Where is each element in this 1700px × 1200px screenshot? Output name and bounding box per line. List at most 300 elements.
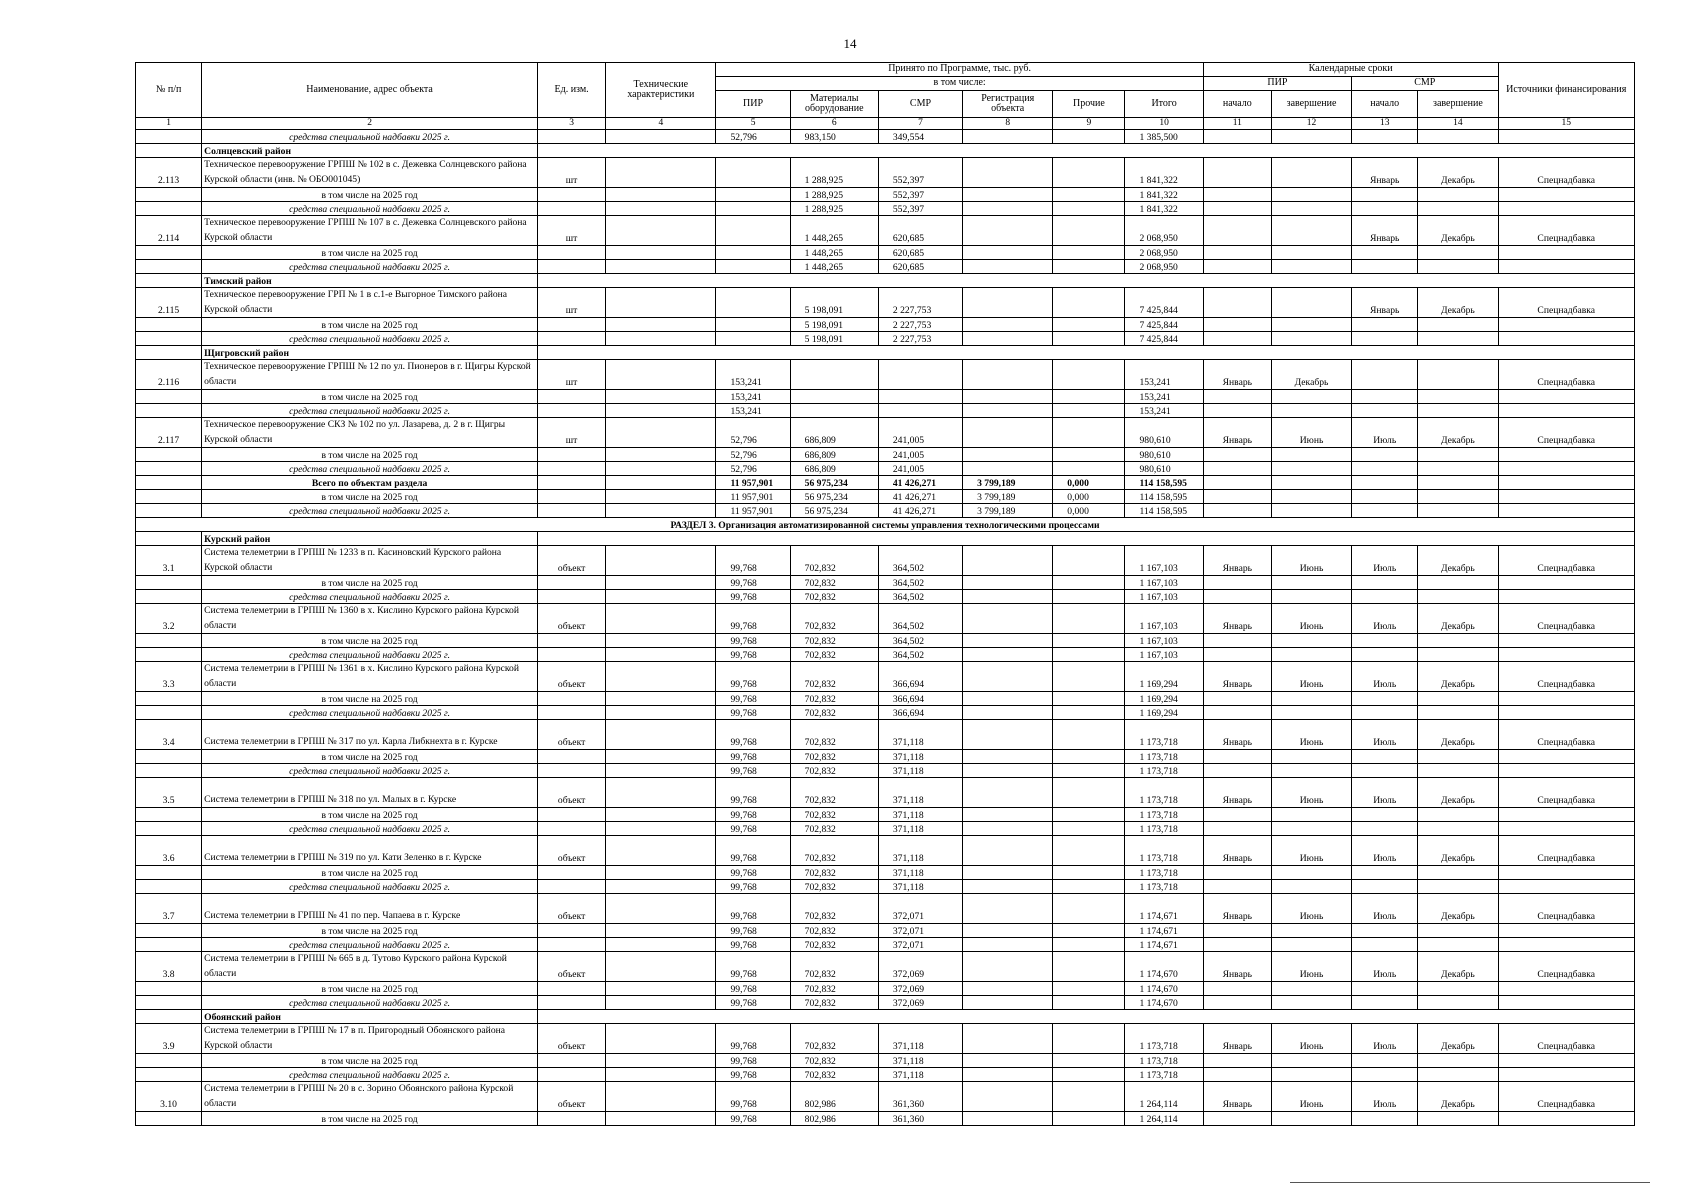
sub-other — [1053, 448, 1125, 462]
sub-pir: 99,768 — [716, 1112, 790, 1126]
object-pir-s: Январь — [1203, 360, 1271, 390]
sub-mat: 702,832 — [790, 590, 878, 604]
object-tech — [606, 778, 716, 808]
sub-other — [1053, 332, 1125, 346]
object-pir-e: Июнь — [1271, 604, 1351, 634]
sub-total: 153,241 — [1125, 390, 1203, 404]
district-row — [136, 144, 1635, 158]
object-other — [1053, 894, 1125, 924]
col-number: 11 — [1203, 118, 1271, 130]
object-smr-e: Декабрь — [1418, 158, 1498, 188]
header-other: Прочие — [1053, 91, 1125, 118]
total-reg: 3 799,189 — [963, 504, 1053, 518]
sub-smr: 372,069 — [878, 996, 962, 1010]
object-pir: 99,768 — [716, 546, 790, 576]
sub-total: 980,610 — [1125, 448, 1203, 462]
sub-mat: 702,832 — [790, 750, 878, 764]
in-2025-row — [136, 576, 1635, 590]
object-number: 3.8 — [136, 952, 202, 982]
sub-reg — [963, 448, 1053, 462]
header-unit: Ед. изм. — [538, 63, 606, 118]
object-total: 1 167,103 — [1125, 546, 1203, 576]
object-mat: 686,809 — [790, 418, 878, 448]
sub-reg — [963, 188, 1053, 202]
sub-other — [1053, 1054, 1125, 1068]
object-name: Система телеметрии в ГРПШ № 665 в д. Тутово Курского района Курской области — [202, 952, 538, 982]
sub-other — [1053, 390, 1125, 404]
object-total: 7 425,844 — [1125, 288, 1203, 318]
object-smr-s — [1352, 360, 1418, 390]
sub-reg — [963, 404, 1053, 418]
header-smr: СМР — [878, 91, 962, 118]
sub-pir: 52,796 — [716, 462, 790, 476]
object-smr: 371,118 — [878, 778, 962, 808]
object-other — [1053, 546, 1125, 576]
header-pir-start: начало — [1203, 91, 1271, 118]
object-smr-e: Декабрь — [1418, 604, 1498, 634]
object-pir-e: Июнь — [1271, 836, 1351, 866]
sub-total: 1 174,671 — [1125, 938, 1203, 952]
sub-total: 7 425,844 — [1125, 318, 1203, 332]
special-allowance-row-label: средства специальной надбавки 2025 г. — [202, 260, 538, 274]
sub-smr: 552,397 — [878, 188, 962, 202]
section-title: РАЗДЕЛ 3. Организация автоматизированной системы управления технологическими процессами — [136, 518, 1635, 532]
object-other — [1053, 720, 1125, 750]
sub-mat: 702,832 — [790, 866, 878, 880]
object-number: 2.113 — [136, 158, 202, 188]
sub-mat: 702,832 — [790, 880, 878, 894]
sub-smr: 371,118 — [878, 1054, 962, 1068]
object-smr — [878, 360, 962, 390]
sub-other — [1053, 648, 1125, 662]
in-2025-row-label: в том числе на 2025 год — [202, 1054, 538, 1068]
col-number: 15 — [1498, 118, 1634, 130]
object-row — [136, 894, 1635, 924]
sub-pir: 99,768 — [716, 576, 790, 590]
object-total: 1 173,718 — [1125, 1024, 1203, 1054]
sub-mat: 702,832 — [790, 764, 878, 778]
object-tech — [606, 952, 716, 982]
district-name: Солнцевский район — [202, 144, 538, 158]
in-2025-row — [136, 246, 1635, 260]
table-body — [136, 130, 1635, 1126]
in-2025-row-label: в том числе на 2025 год — [202, 390, 538, 404]
sub-smr: 2 227,753 — [878, 332, 962, 346]
sub-other — [1053, 750, 1125, 764]
object-unit: шт — [538, 288, 606, 318]
sub-reg — [963, 996, 1053, 1010]
object-name: Техническое перевооружение ГРПШ № 107 в с. Дежевка Солнцевского района Курской области — [202, 216, 538, 246]
section-total-2025-row-label: в том числе на 2025 год — [202, 490, 538, 504]
object-other — [1053, 952, 1125, 982]
object-mat: 702,832 — [790, 720, 878, 750]
object-total: 1 174,670 — [1125, 952, 1203, 982]
sub-pir: 99,768 — [716, 808, 790, 822]
sub-other — [1053, 982, 1125, 996]
sub-smr: 620,685 — [878, 246, 962, 260]
object-row — [136, 158, 1635, 188]
object-source: Спецнадбавка — [1498, 216, 1634, 246]
col-number: 13 — [1352, 118, 1418, 130]
object-other — [1053, 778, 1125, 808]
sub-total: 1 264,114 — [1125, 1112, 1203, 1126]
header-materials: Материалы оборудование — [790, 91, 878, 118]
object-mat — [790, 360, 878, 390]
in-2025-row-label: в том числе на 2025 год — [202, 866, 538, 880]
sub-total: 1 173,718 — [1125, 764, 1203, 778]
sub-smr: 366,694 — [878, 706, 962, 720]
sub-smr: 371,118 — [878, 822, 962, 836]
sub-total: 1 173,718 — [1125, 1054, 1203, 1068]
special-allowance-row — [136, 880, 1635, 894]
object-reg — [963, 662, 1053, 692]
in-2025-row — [136, 1112, 1635, 1126]
object-unit: объект — [538, 604, 606, 634]
special-allowance-row-label: средства специальной надбавки 2025 г. — [202, 462, 538, 476]
object-smr-e: Декабрь — [1418, 720, 1498, 750]
sub-mat: 1 448,265 — [790, 260, 878, 274]
sub-reg — [963, 692, 1053, 706]
sub-other — [1053, 188, 1125, 202]
object-number: 3.10 — [136, 1082, 202, 1112]
sub-reg — [963, 1054, 1053, 1068]
district-name: Тимский район — [202, 274, 538, 288]
sub-other — [1053, 1068, 1125, 1082]
object-name: Система телеметрии в ГРПШ № 41 по пер. Чапаева в г. Курске — [202, 894, 538, 924]
object-smr: 372,069 — [878, 952, 962, 982]
object-pir-e: Июнь — [1271, 1024, 1351, 1054]
object-mat: 1 448,265 — [790, 216, 878, 246]
total-other: 0,000 — [1053, 504, 1125, 518]
object-smr-e: Декабрь — [1418, 894, 1498, 924]
object-name: Техническое перевооружение СКЗ № 102 по ул. Лазарева, д. 2 в г. Щигры Курской области — [202, 418, 538, 448]
object-row — [136, 288, 1635, 318]
object-reg — [963, 1024, 1053, 1054]
sub-pir: 99,768 — [716, 982, 790, 996]
header-pir-end: завершение — [1271, 91, 1351, 118]
column-numbers-row — [136, 118, 1635, 130]
object-pir-s: Январь — [1203, 662, 1271, 692]
object-total: 1 169,294 — [1125, 662, 1203, 692]
in-2025-row-label: в том числе на 2025 год — [202, 982, 538, 996]
object-pir-e: Июнь — [1271, 546, 1351, 576]
object-unit: шт — [538, 216, 606, 246]
total-mat: 56 975,234 — [790, 490, 878, 504]
object-row — [136, 952, 1635, 982]
smr-value: 349,554 — [878, 130, 962, 144]
sub-total: 1 173,718 — [1125, 866, 1203, 880]
object-pir: 99,768 — [716, 952, 790, 982]
sub-total: 1 173,718 — [1125, 1068, 1203, 1082]
col-number: 9 — [1053, 118, 1125, 130]
sub-mat: 5 198,091 — [790, 332, 878, 346]
object-other — [1053, 1024, 1125, 1054]
section-total-special-row-label: средства специальной надбавки 2025 г. — [202, 504, 538, 518]
object-source: Спецнадбавка — [1498, 158, 1634, 188]
sub-pir: 99,768 — [716, 996, 790, 1010]
in-2025-row-label: в том числе на 2025 год — [202, 576, 538, 590]
object-mat: 702,832 — [790, 604, 878, 634]
sub-other — [1053, 202, 1125, 216]
sub-other — [1053, 996, 1125, 1010]
in-2025-row — [136, 634, 1635, 648]
object-tech — [606, 546, 716, 576]
section-total-2025-row — [136, 490, 1635, 504]
header-total: Итого — [1125, 91, 1203, 118]
object-other — [1053, 418, 1125, 448]
sub-mat: 1 448,265 — [790, 246, 878, 260]
object-reg — [963, 418, 1053, 448]
sub-smr: 372,071 — [878, 938, 962, 952]
object-number: 3.1 — [136, 546, 202, 576]
sub-reg — [963, 750, 1053, 764]
sub-smr: 371,118 — [878, 1068, 962, 1082]
sub-mat: 1 288,925 — [790, 202, 878, 216]
sub-total: 1 174,670 — [1125, 996, 1203, 1010]
object-pir-e: Июнь — [1271, 662, 1351, 692]
in-2025-row-label: в том числе на 2025 год — [202, 634, 538, 648]
object-unit: шт — [538, 158, 606, 188]
header-cal-smr: СМР — [1352, 77, 1498, 91]
object-pir-e: Июнь — [1271, 952, 1351, 982]
object-smr: 241,005 — [878, 418, 962, 448]
object-other — [1053, 836, 1125, 866]
sub-reg — [963, 390, 1053, 404]
object-reg — [963, 158, 1053, 188]
sub-other — [1053, 924, 1125, 938]
object-row — [136, 604, 1635, 634]
in-2025-row — [136, 866, 1635, 880]
sub-reg — [963, 332, 1053, 346]
sub-reg — [963, 808, 1053, 822]
object-tech — [606, 158, 716, 188]
program-table — [135, 62, 1635, 1126]
object-total: 1 173,718 — [1125, 778, 1203, 808]
col-number: 8 — [963, 118, 1053, 130]
object-pir-e: Июнь — [1271, 418, 1351, 448]
special-allowance-row-label: средства специальной надбавки 2025 г. — [202, 590, 538, 604]
object-source: Спецнадбавка — [1498, 1082, 1634, 1112]
sub-smr: 372,071 — [878, 924, 962, 938]
in-2025-row — [136, 318, 1635, 332]
sub-mat — [790, 404, 878, 418]
total-other: 0,000 — [1053, 490, 1125, 504]
object-mat: 702,832 — [790, 546, 878, 576]
object-source: Спецнадбавка — [1498, 546, 1634, 576]
sub-pir: 99,768 — [716, 880, 790, 894]
header-pir: ПИР — [716, 91, 790, 118]
object-pir-s: Январь — [1203, 952, 1271, 982]
in-2025-row-label: в том числе на 2025 год — [202, 692, 538, 706]
object-number: 2.115 — [136, 288, 202, 318]
total-value: 1 385,500 — [1125, 130, 1203, 144]
section-total-row-label: Всего по объектам раздела — [202, 476, 538, 490]
sub-total: 1 841,322 — [1125, 188, 1203, 202]
sub-reg — [963, 764, 1053, 778]
special-allowance-row-label: средства специальной надбавки 2025 г. — [202, 404, 538, 418]
in-2025-row-label: в том числе на 2025 год — [202, 750, 538, 764]
sub-mat: 702,832 — [790, 938, 878, 952]
sub-pir — [716, 246, 790, 260]
section-total-special-row — [136, 504, 1635, 518]
special-allowance-row — [136, 706, 1635, 720]
object-unit: объект — [538, 546, 606, 576]
object-number: 3.5 — [136, 778, 202, 808]
sub-smr: 372,069 — [878, 982, 962, 996]
object-source: Спецнадбавка — [1498, 720, 1634, 750]
in-2025-row — [136, 924, 1635, 938]
object-smr-s: Июль — [1352, 604, 1418, 634]
total-reg: 3 799,189 — [963, 476, 1053, 490]
sub-total: 1 167,103 — [1125, 590, 1203, 604]
object-unit: объект — [538, 720, 606, 750]
object-pir-s: Январь — [1203, 604, 1271, 634]
special-allowance-row — [136, 822, 1635, 836]
sub-other — [1053, 1112, 1125, 1126]
sub-other — [1053, 938, 1125, 952]
sub-mat: 1 288,925 — [790, 188, 878, 202]
object-name: Система телеметрии в ГРПШ № 17 в п. Пригородный Обоянского района Курской области — [202, 1024, 538, 1054]
object-source: Спецнадбавка — [1498, 604, 1634, 634]
object-smr-e: Декабрь — [1418, 216, 1498, 246]
object-pir-e: Июнь — [1271, 894, 1351, 924]
sub-reg — [963, 822, 1053, 836]
object-name: Система телеметрии в ГРПШ № 20 в с. Зорино Обоянского района Курской области — [202, 1082, 538, 1112]
object-smr-e: Декабрь — [1418, 288, 1498, 318]
object-mat: 802,986 — [790, 1082, 878, 1112]
special-allowance-row-label: средства специальной надбавки 2025 г. — [202, 332, 538, 346]
sub-total: 1 169,294 — [1125, 706, 1203, 720]
sub-smr: 371,118 — [878, 866, 962, 880]
object-smr-s: Июль — [1352, 952, 1418, 982]
object-row — [136, 546, 1635, 576]
col-number: 1 — [136, 118, 202, 130]
object-pir-s: Январь — [1203, 720, 1271, 750]
object-pir: 99,768 — [716, 836, 790, 866]
total-pir: 11 957,901 — [716, 490, 790, 504]
header-cal-pir: ПИР — [1203, 77, 1351, 91]
object-smr-e — [1418, 360, 1498, 390]
sub-pir — [716, 318, 790, 332]
sub-reg — [963, 880, 1053, 894]
sub-smr: 552,397 — [878, 202, 962, 216]
sub-mat: 702,832 — [790, 576, 878, 590]
materials-value: 983,150 — [790, 130, 878, 144]
sub-reg — [963, 924, 1053, 938]
object-smr: 371,118 — [878, 720, 962, 750]
object-reg — [963, 604, 1053, 634]
header-no: № п/п — [136, 63, 202, 118]
in-2025-row-label: в том числе на 2025 год — [202, 924, 538, 938]
object-unit: шт — [538, 418, 606, 448]
special-allowance-row — [136, 260, 1635, 274]
sub-total: 1 167,103 — [1125, 634, 1203, 648]
district-row — [136, 1010, 1635, 1024]
object-pir-s — [1203, 216, 1271, 246]
object-smr: 361,360 — [878, 1082, 962, 1112]
page-number: 14 — [843, 36, 857, 51]
special-allowance-row-label: средства специальной надбавки 2025 г. — [202, 938, 538, 952]
sub-other — [1053, 706, 1125, 720]
special-allowance-row — [136, 996, 1635, 1010]
object-unit: объект — [538, 836, 606, 866]
special-allowance-label: средства специальной надбавки 2025 г. — [202, 130, 538, 144]
object-other — [1053, 360, 1125, 390]
object-other — [1053, 216, 1125, 246]
object-pir-s — [1203, 288, 1271, 318]
object-unit: объект — [538, 662, 606, 692]
header-accepted: Принято по Программе, тыс. руб. — [716, 63, 1203, 77]
object-smr: 552,397 — [878, 158, 962, 188]
object-source: Спецнадбавка — [1498, 418, 1634, 448]
pir-value: 52,796 — [716, 130, 790, 144]
sub-other — [1053, 634, 1125, 648]
sub-other — [1053, 576, 1125, 590]
header-sources: Источники финансирования — [1498, 63, 1634, 118]
object-smr-s: Июль — [1352, 662, 1418, 692]
in-2025-row — [136, 692, 1635, 706]
object-pir-s: Январь — [1203, 778, 1271, 808]
object-total: 153,241 — [1125, 360, 1203, 390]
object-tech — [606, 836, 716, 866]
object-tech — [606, 1024, 716, 1054]
object-row — [136, 418, 1635, 448]
sub-reg — [963, 634, 1053, 648]
sub-mat: 702,832 — [790, 924, 878, 938]
sub-smr: 241,005 — [878, 462, 962, 476]
in-2025-row-label: в том числе на 2025 год — [202, 246, 538, 260]
object-pir-s: Январь — [1203, 546, 1271, 576]
special-allowance-row-label: средства специальной надбавки 2025 г. — [202, 648, 538, 662]
object-pir: 99,768 — [716, 720, 790, 750]
object-mat: 702,832 — [790, 1024, 878, 1054]
object-reg — [963, 288, 1053, 318]
object-pir — [716, 158, 790, 188]
object-row — [136, 836, 1635, 866]
object-row — [136, 1082, 1635, 1112]
sub-total: 1 841,322 — [1125, 202, 1203, 216]
total-pir: 11 957,901 — [716, 504, 790, 518]
sub-pir: 99,768 — [716, 706, 790, 720]
sub-smr: 361,360 — [878, 1112, 962, 1126]
object-pir-s — [1203, 158, 1271, 188]
object-smr-e: Декабрь — [1418, 662, 1498, 692]
special-allowance-row — [136, 462, 1635, 476]
object-tech — [606, 662, 716, 692]
object-unit: шт — [538, 360, 606, 390]
district-name: Обоянский район — [202, 1010, 538, 1024]
object-smr-s: Июль — [1352, 720, 1418, 750]
special-allowance-row-label: средства специальной надбавки 2025 г. — [202, 880, 538, 894]
sub-reg — [963, 462, 1053, 476]
total-pir: 11 957,901 — [716, 476, 790, 490]
total-total: 114 158,595 — [1125, 490, 1203, 504]
sub-reg — [963, 706, 1053, 720]
sub-smr: 364,502 — [878, 648, 962, 662]
object-smr-e: Декабрь — [1418, 778, 1498, 808]
total-total: 114 158,595 — [1125, 504, 1203, 518]
sub-pir: 99,768 — [716, 692, 790, 706]
object-number: 3.2 — [136, 604, 202, 634]
sub-mat: 702,832 — [790, 1068, 878, 1082]
sub-smr: 2 227,753 — [878, 318, 962, 332]
sub-other — [1053, 866, 1125, 880]
header-registration: Регистрация объекта — [963, 91, 1053, 118]
object-pir-s: Январь — [1203, 1024, 1271, 1054]
object-pir: 99,768 — [716, 894, 790, 924]
sub-smr — [878, 390, 962, 404]
sub-smr: 620,685 — [878, 260, 962, 274]
